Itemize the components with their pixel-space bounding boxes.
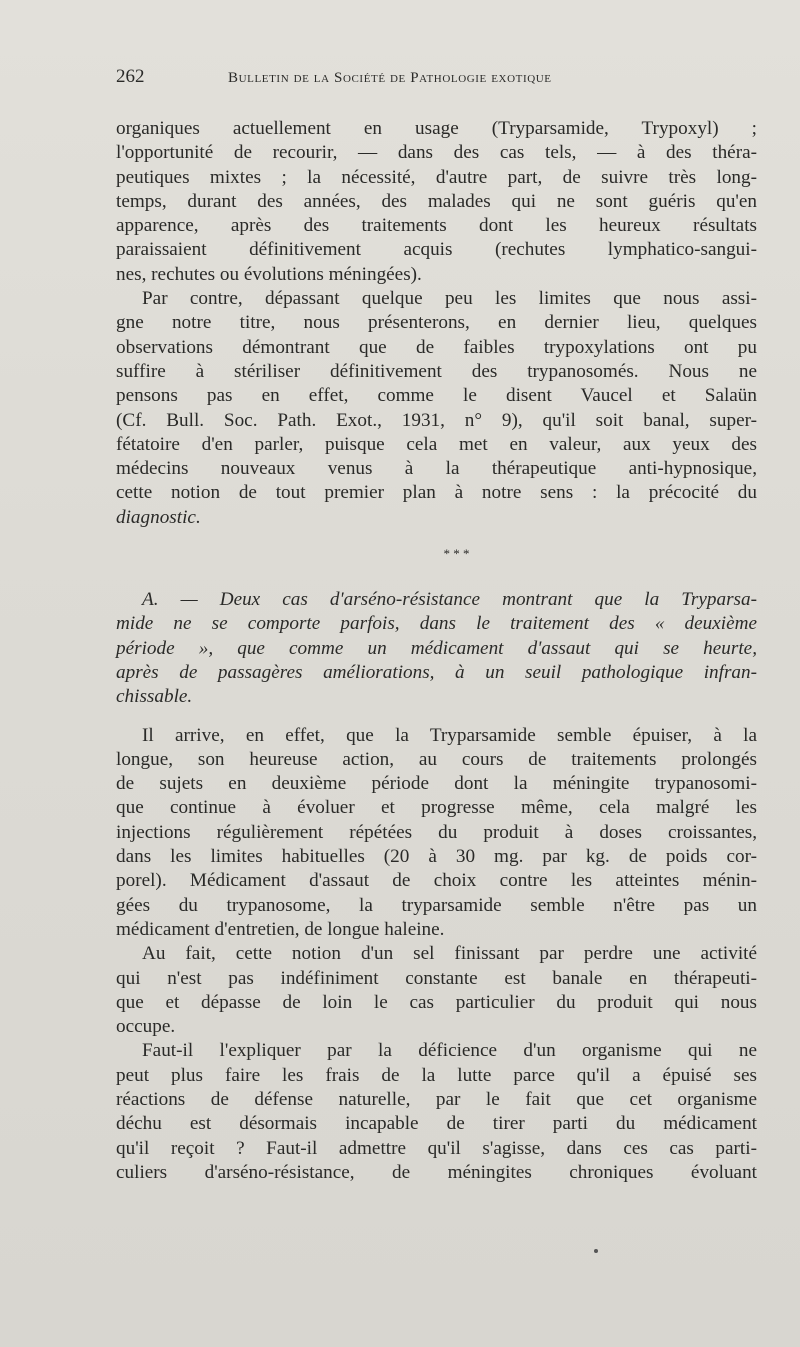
text-line: suffire à stériliser définitivement des trypanosomés. Nous ne (116, 360, 757, 382)
section-heading (116, 588, 757, 709)
paragraph (116, 1039, 757, 1185)
text-line: de sujets en deuxième période dont la méningite trypanosomi- (116, 773, 757, 795)
text-line: Au fait, cette notion d'un sel finissant par perdre une activité (142, 943, 757, 965)
body-text (116, 117, 757, 1185)
paragraph (116, 117, 757, 287)
paragraph (116, 287, 757, 530)
text-line: période », que comme un médicament d'assaut qui se heurte, (116, 637, 757, 659)
text-line: qu'il reçoit ? Faut-il admettre qu'il s'agisse, dans ces cas parti- (116, 1137, 757, 1159)
text-line: Il arrive, en effet, que la Tryparsamide semble épuiser, à la (142, 724, 757, 746)
text-line: gées du trypanosome, la tryparsamide semble n'être pas un (116, 894, 757, 916)
text-line: Faut-il l'expliquer par la déficience d'un organisme qui ne (142, 1040, 757, 1062)
print-speck (594, 1249, 598, 1253)
page-header (116, 66, 671, 96)
text-line: A. — Deux cas d'arséno-résistance montrant que la Tryparsa- (142, 589, 757, 611)
text-line: longue, son heureuse action, au cours de traitements prolongés (116, 748, 757, 770)
text-line: l'opportunité de recourir, — dans des cas tels, — à des théra- (116, 142, 757, 164)
text-line: organiques actuellement en usage (Tryparsamide, Trypoxyl) ; (116, 118, 757, 139)
text-line: que et dépasse de loin le cas particulier du produit qui nous (116, 991, 757, 1013)
text-line: nes, rechutes ou évolutions méningées). (116, 263, 422, 285)
running-head: Bulletin de la Société de Pathologie exotique (228, 70, 552, 86)
text-line: qui n'est pas indéfiniment constante est banale en thérapeuti- (116, 967, 757, 989)
text-line: après de passagères améliorations, à un seuil pathologique infran- (116, 661, 757, 683)
paragraph (116, 724, 757, 943)
text-line: paraissaient définitivement acquis (rechutes lymphatico-sangui- (116, 239, 757, 261)
text-line: cette notion de tout premier plan à notre sens : la précocité du (116, 482, 757, 504)
text-line: dans les limites habituelles (20 à 30 mg. par kg. de poids cor- (116, 846, 757, 868)
text-line: injections régulièrement répétées du produit à doses croissantes, (116, 821, 757, 843)
text-line: réactions de défense naturelle, par le fait que cet organisme (116, 1088, 757, 1110)
text-line: culiers d'arséno-résistance, de méningites chroniques évoluant (116, 1161, 757, 1183)
text-line: pensons pas en effet, comme le disent Vaucel et Salaün (116, 385, 757, 407)
section-separator: * * * (443, 546, 470, 562)
text-line: occupe. (116, 1016, 176, 1038)
text-line: gne notre titre, nous présenterons, en dernier lieu, quelques (116, 312, 757, 334)
page-number: 262 (116, 66, 145, 87)
text-line: déchu est désormais incapable de tirer parti du médicament (116, 1113, 757, 1135)
text-line: Par contre, dépassant quelque peu les limites que nous assi- (142, 288, 757, 310)
text-line: peut plus faire les frais de la lutte parce qu'il a épuisé ses (116, 1064, 757, 1086)
text-line: apparence, après des traitements dont les heureux résultats (116, 215, 757, 237)
text-line: porel). Médicament d'assaut de choix contre les atteintes ménin- (116, 870, 757, 892)
paragraph (116, 942, 757, 1039)
text-line: fétatoire d'en parler, puisque cela met en valeur, aux yeux des (116, 433, 757, 455)
text-line: que continue à évoluer et progresse même, cela malgré les (116, 797, 757, 819)
text-line: diagnostic. (116, 506, 201, 528)
text-line: chissable. (116, 686, 193, 708)
text-line: temps, durant des années, des malades qui ne sont guéris qu'en (116, 190, 757, 212)
text-line: médecins nouveaux venus à la thérapeutique anti-hypnosique, (116, 458, 757, 480)
text-line: mide ne se comporte parfois, dans le traitement des « deuxième (116, 613, 757, 635)
text-line: peutiques mixtes ; la nécessité, d'autre part, de suivre très long- (116, 166, 757, 188)
text-line: médicament d'entretien, de longue haleine. (116, 918, 445, 940)
text-line: observations démontrant que de faibles trypoxylations ont pu (116, 336, 757, 358)
text-line: (Cf. Bull. Soc. Path. Exot., 1931, n° 9), qu'il soit banal, super- (116, 409, 757, 431)
